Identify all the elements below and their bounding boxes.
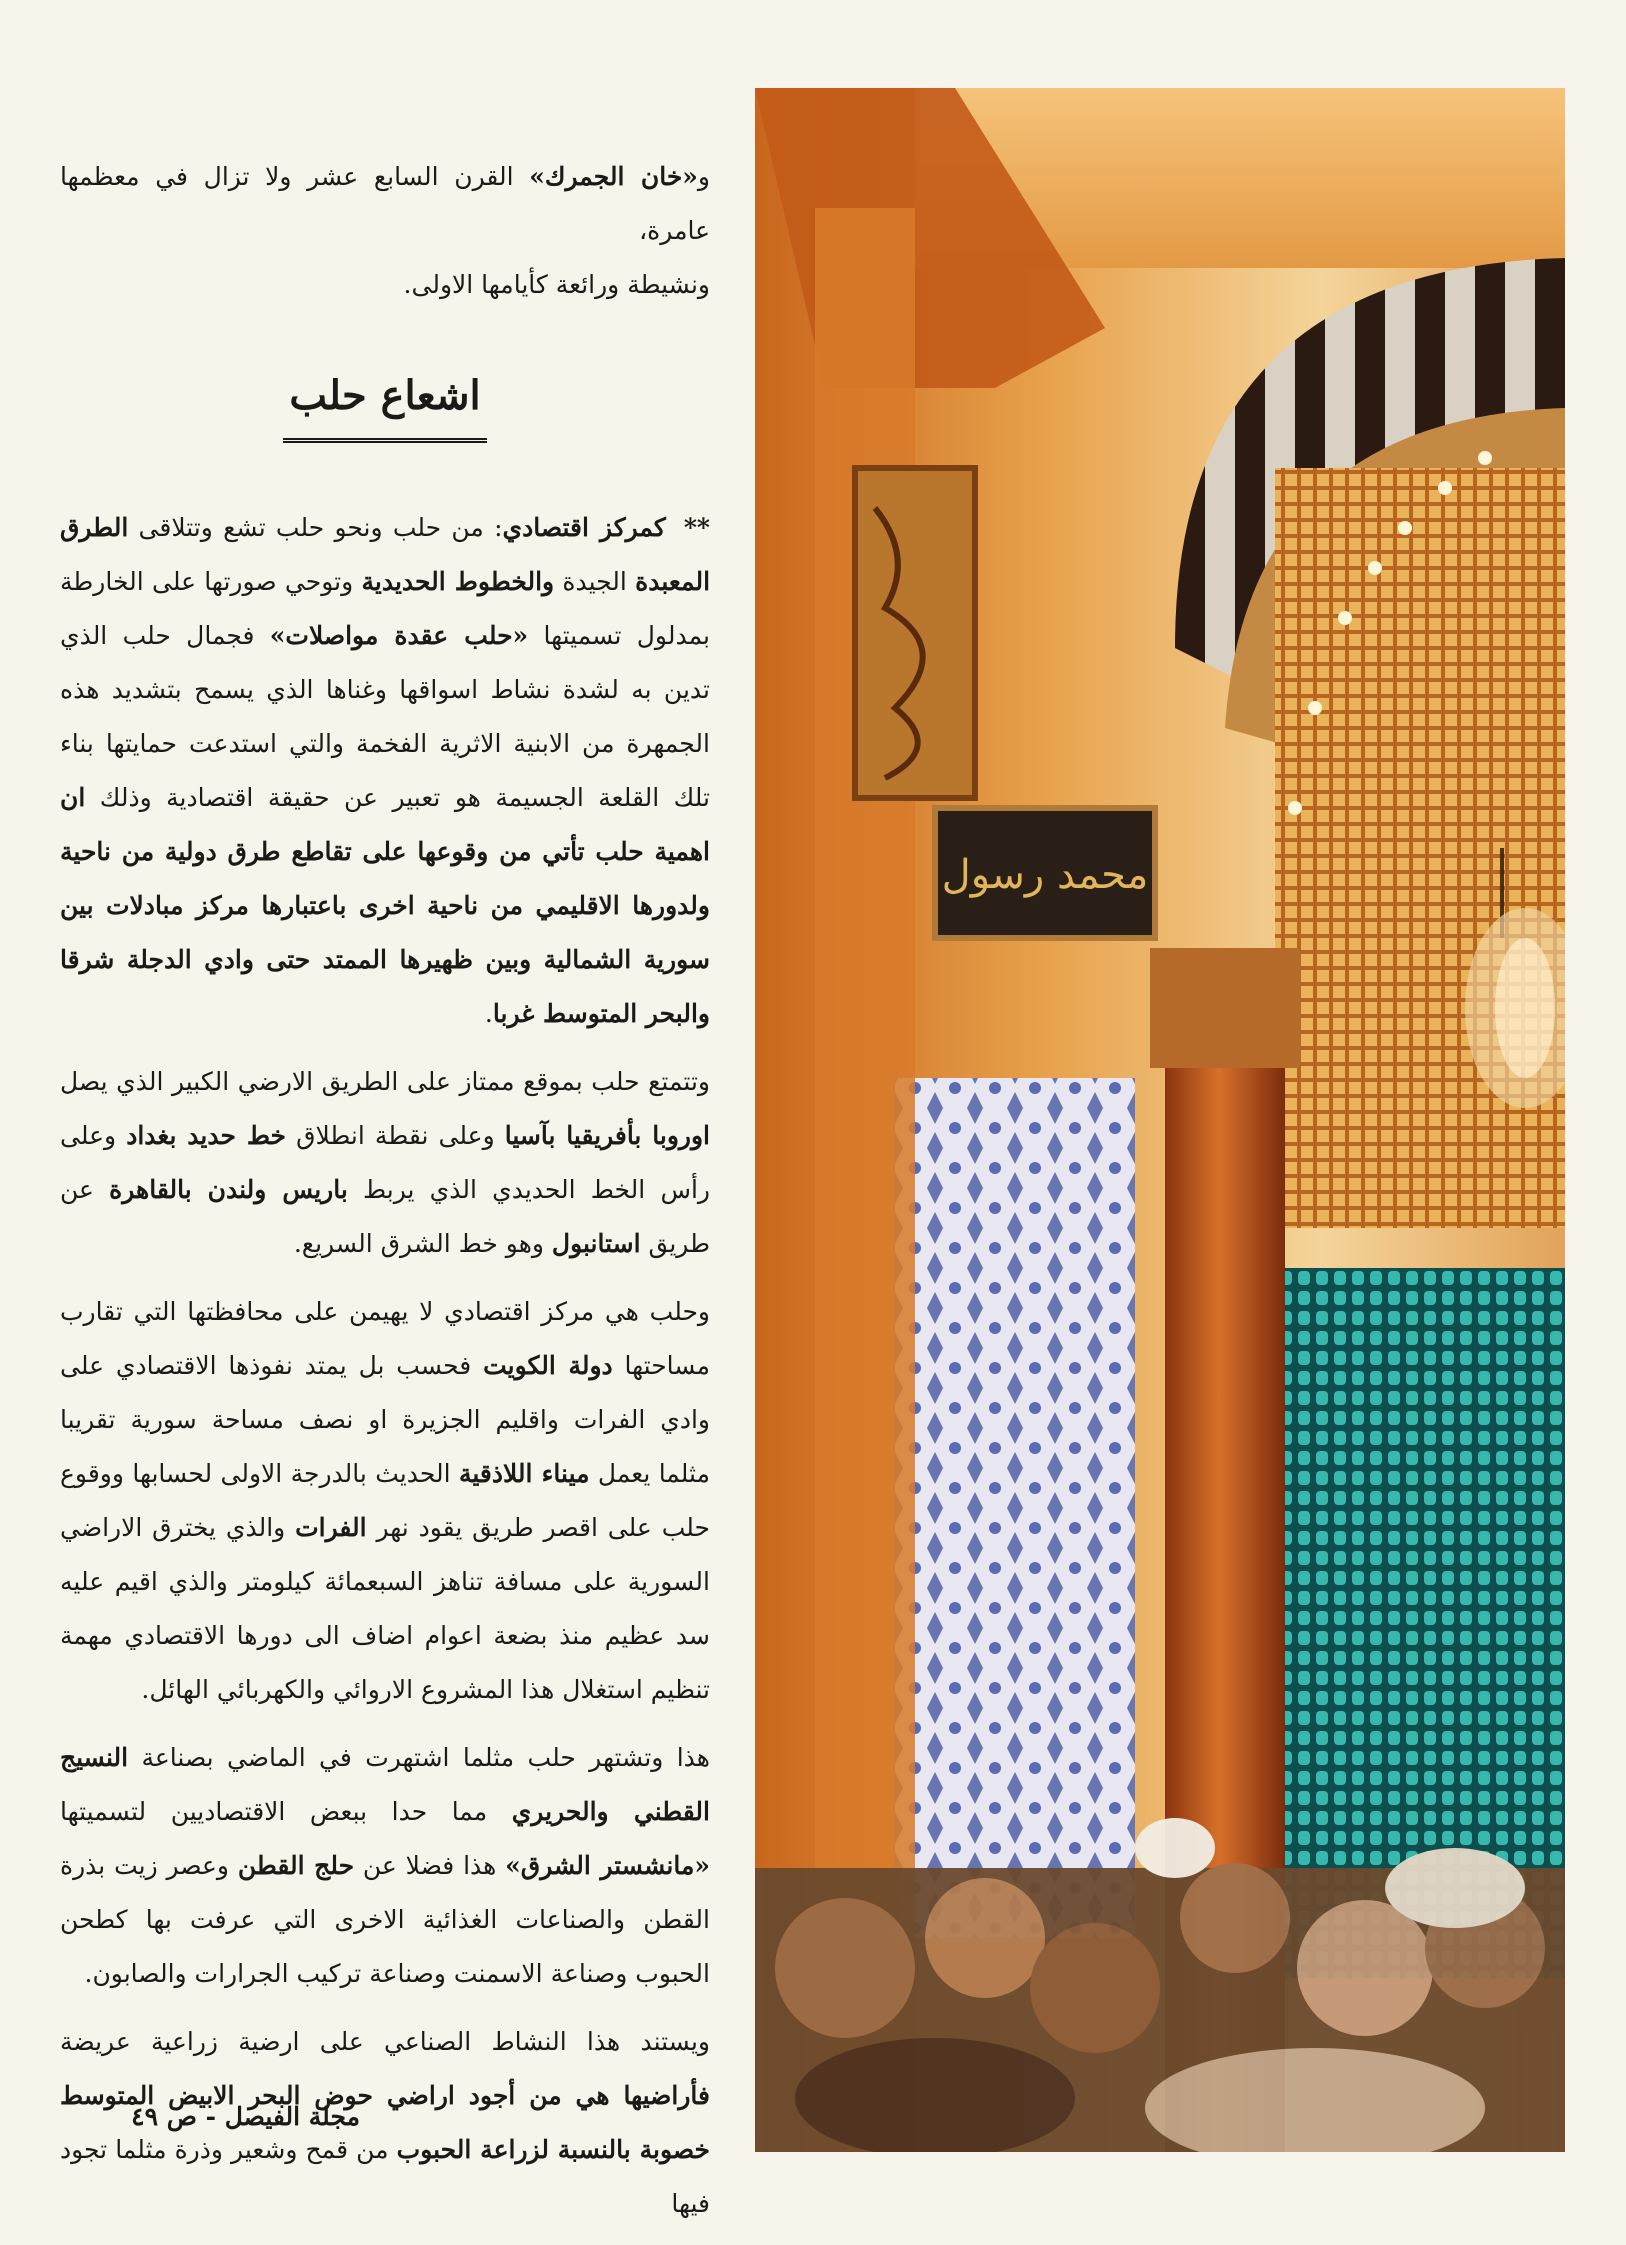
emphasis-text: النسيج القطني والحريري — [60, 1743, 710, 1826]
body-text: وعلى رأس الخط الحديدي الذي يربط — [60, 1121, 710, 1204]
body-text: الحديث بالدرجة الاولى لحسابها ووقوع حلب على اقصر طريق يقود نهر — [60, 1459, 710, 1542]
para-industry — [60, 1731, 710, 2001]
emphasis-text: استانبول — [551, 1229, 641, 1258]
body-text: مما حدا ببعض الاقتصاديين لتسميتها — [60, 1797, 512, 1826]
article-body — [60, 501, 710, 2231]
intro-line-1 — [60, 150, 710, 258]
body-text: وتوحي صورتها على الخارطة بمدلول تسميتها — [60, 567, 710, 650]
emphasis-text: الفرات — [295, 1513, 367, 1542]
emphasis-text: اوروبا بأفريقيا بآسيا — [504, 1121, 710, 1150]
intro-prefix: و — [697, 162, 710, 191]
body-text: ويستند هذا النشاط الصناعي على ارضية زراعية عريضة — [60, 2027, 710, 2056]
section-heading: اشعاع حلب — [283, 368, 486, 443]
column-capital — [1150, 948, 1300, 1068]
emphasis-text: ميناء اللاذقية — [458, 1459, 590, 1488]
crowd — [755, 1818, 1565, 2152]
intro-bold-name: «خان الجمرك» — [529, 162, 698, 191]
body-text: وعصر زيت بذرة القطن والصناعات الغذائية الاخرى التي عرفت بها كطحن الحبوب وصناعة الاسمنت وصناعة تركيب الجرارات والصابون. — [60, 1851, 710, 1988]
body-text: وتتمتع حلب بموقع ممتاز على الطريق الارضي الكبير الذي يصل — [60, 1067, 710, 1096]
body-text: وهو خط الشرق السريع. — [293, 1229, 552, 1258]
intro-line-2: ونشيطة ورائعة كأيامها الاولى. — [403, 270, 710, 299]
section-heading-wrap — [60, 368, 710, 443]
para-location — [60, 1055, 710, 1271]
emphasis-text: «مانشستر الشرق» — [505, 1851, 710, 1880]
body-text: وحلب هي مركز اقتصادي لا يهيمن على محافظتها التي تقارب مساحتها — [60, 1297, 710, 1380]
article-column — [60, 150, 710, 2245]
body-text: والذي يخترق الاراضي السورية على مسافة تناهز السبعمائة كيلومتر والذي اقيم عليه سد عظيم منذ بضعة اعوام اضاف الى دورها الاقتصادي مهمة تنظيم استغلال هذا المشروع الاروائي والكهربائي الهائل. — [60, 1513, 710, 1704]
emphasis-text: ان اهمية حلب تأتي من وقوعها على تقاطع طرق دولية من ناحية ولدورها الاقليمي من ناحية اخرى باعتبارها مركز مبادلات بين سورية الشمالية وبين ظهيرها الممتد حتى وادي الدجلة شرقا والبحر المتوسط غربا — [60, 783, 710, 1028]
emphasis-text: والخطوط الحديدية — [361, 567, 555, 596]
emphasis-text: خط حديد بغداد — [126, 1121, 286, 1150]
body-text: فجمال حلب الذي تدين به لشدة نشاط اسواقها وغناها الذي يسمح بتشديد هذه الجمهرة من الابنية الاثرية الفخمة والتي استدعت حمايتها بناء تلك القلعة الجسيمة هو تعبير عن حقيقة اقتصادية وذلك — [60, 621, 710, 812]
tile-panel — [895, 1078, 1135, 1938]
body-text: عن طريق — [60, 1175, 710, 1258]
intro-rest: القرن السابع عشر ولا تزال في معظمها عامرة، — [60, 162, 710, 245]
emphasis-text: حلج القطن — [237, 1851, 355, 1880]
para-influence — [60, 1285, 710, 1717]
body-text: هذا فضلا عن — [354, 1851, 506, 1880]
body-text: . — [484, 999, 493, 1028]
body-text: فحسب بل يمتد نفوذها الاقتصادي على وادي الفرات واقليم الجزيرة او نصف مساحة سورية تقريبا مثلما يعمل — [60, 1351, 710, 1488]
section-stars: ** — [683, 513, 710, 542]
body-text: وعلى نقطة انطلاق — [286, 1121, 505, 1150]
golden-grille — [1275, 468, 1565, 1228]
para-economic-center — [60, 501, 710, 1041]
emphasis-text: دولة الكويت — [483, 1351, 613, 1380]
calligraphy-text: محمد رسول — [941, 852, 1149, 898]
mosque-interior-photo — [755, 88, 1565, 2152]
body-text: : من حلب ونحو حلب تشع وتتلاقى — [128, 513, 503, 542]
intro-text — [60, 150, 710, 312]
emphasis-text: باريس ولندن بالقاهرة — [109, 1175, 348, 1204]
emphasis-text: «حلب عقدة مواصلات» — [269, 621, 529, 650]
page-footer: مجلة الفيصل - ص ٤٩ — [131, 2102, 360, 2131]
emphasis-text: فأراضيها هي من أجود اراضي حوض البحر الابيض المتوسط خصوبة بالنسبة لزراعة الحبوب — [60, 2081, 710, 2164]
emphasis-text: كمركز اقتصادي — [502, 513, 666, 542]
body-text: من قمح وشعير وذرة مثلما تجود فيها — [60, 2135, 710, 2218]
emphasis-text: الطرق المعبدة — [60, 513, 711, 596]
body-text: هذا وتشتهر حلب مثلما اشتهرت في الماضي بصناعة — [128, 1743, 710, 1772]
body-text: الجيدة — [554, 567, 636, 596]
